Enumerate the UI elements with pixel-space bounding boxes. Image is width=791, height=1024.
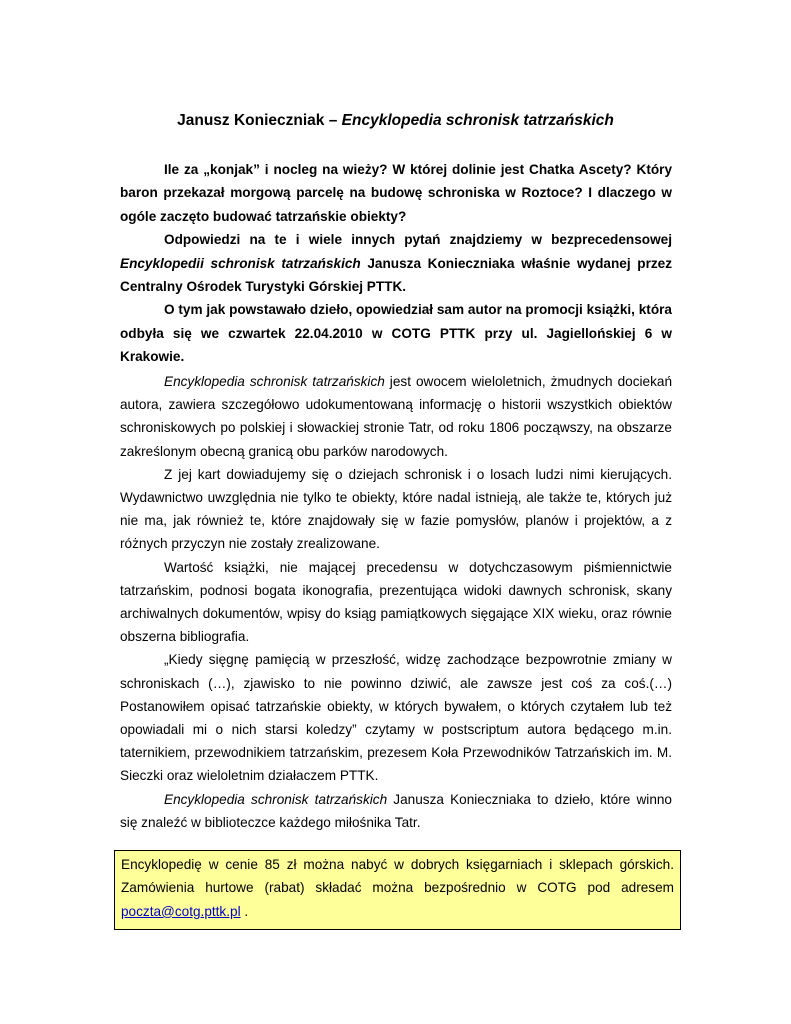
- order-info-box: [114, 850, 681, 930]
- intro-section: [120, 158, 672, 369]
- order-info-end: .: [240, 903, 249, 919]
- body-paragraph-5: [120, 788, 672, 834]
- page-title: [0, 112, 791, 130]
- intro-p2-book-title: Encyklopedii schronisk tatrzańskich: [120, 255, 361, 271]
- order-info-body: Encyklopedię w cenie 85 zł można nabyć w dobrych księgarniach i sklepach górskich. Zamówienia hurtowe (rabat) składać można bezpośrednio w COTG pod adresem: [121, 857, 674, 896]
- body-paragraph-3: Wartość książki, nie mającej precedensu w dotychczasowym piśmiennictwie tatrzańskim, podnosi bogata ikonografia, prezentująca widoki dawnych schronisk, skany archiwalnych dokumentów, wpisy do ksiąg pamiątkowych sięgające XIX wieku, oraz równie obszerna bibliografia.: [120, 559, 672, 645]
- intro-p2-text: Odpowiedzi na te i wiele innych pytań znajdziemy w bezprecedensowej: [164, 232, 672, 248]
- article-body: [120, 370, 672, 834]
- body-p5-book-title: Encyklopedia schronisk tatrzańskich: [164, 791, 388, 807]
- body-p1-text: jest owocem wieloletnich, żmudnych dociekań autora, zawiera szczegółowo udokumentowaną informację o historii wszystkich obiektów schroniskowych po polskiej i słowackiej stronie Tatr, od roku 1806 począwszy, na obszarze zakreślonym obecną granicą obu parków narodowych.: [120, 374, 673, 459]
- email-link[interactable]: poczta@cotg.pttk.pl: [121, 903, 241, 919]
- intro-p2-text-end: Janusza Konieczniaka właśnie wydanej przez Centralny Ośrodek Turystyki Górskiej PTTK.: [120, 255, 673, 295]
- intro-paragraph-1: Ile za „konjak” i nocleg na wieży? W której dolinie jest Chatka Ascety? Który baron przekazał morgową parcelę na budowę schroniska w Roztoce? I dlaczego w ogóle zaczęto budować tatrzańskie obiekty?: [120, 162, 672, 224]
- intro-paragraph-3: O tym jak powstawało dzieło, opowiedział sam autor na promocji książki, która odbyła się we czwartek 22.04.2010 w COTG PTTK przy ul. Jagiellońskiej 6 w Krakowie.: [120, 302, 672, 365]
- body-p1-book-title: Encyklopedia schronisk tatrzańskich: [164, 374, 385, 389]
- order-info-text: [121, 853, 674, 923]
- body-p5-text: Janusza Konieczniaka to dzieło, które winno się znaleźć w biblioteczce każdego miłośnika Tatr.: [120, 791, 672, 830]
- title-author: Janusz Konieczniak –: [177, 112, 342, 129]
- body-paragraph-1: [120, 370, 672, 463]
- body-paragraph-4: „Kiedy sięgnę pamięcią w przeszłość, widzę zachodzące bezpowrotnie zmiany w schroniskach (…), zjawisko to nie powinno dziwić, ale zawsze jest coś za coś.(…) Postanowiłem opisać tatrzańskie obiekty, w których bywałem, o których czytałem lub też opowiadali mi o nich starsi koledzy” czytamy w postscriptum autora będącego m.in. taternikiem, przewodnikiem tatrzańskim, prezesem Koła Przewodników Tatrzańskich im. M. Sieczki oraz wieloletnim działaczem PTTK.: [120, 652, 672, 784]
- intro-paragraph-2: [120, 228, 672, 298]
- title-book: Encyklopedia schronisk tatrzańskich: [341, 112, 614, 129]
- body-paragraph-2: Z jej kart dowiadujemy się o dziejach schronisk i o losach ludzi nimi kierujących. Wydawnictwo uwzględnia nie tylko te obiekty, które nadal istnieją, ale także te, których już nie ma, jak również te, które znajdowały się w fazie pomysłów, planów i projektów, a z różnych przyczyn nie zostały zrealizowane.: [120, 466, 672, 552]
